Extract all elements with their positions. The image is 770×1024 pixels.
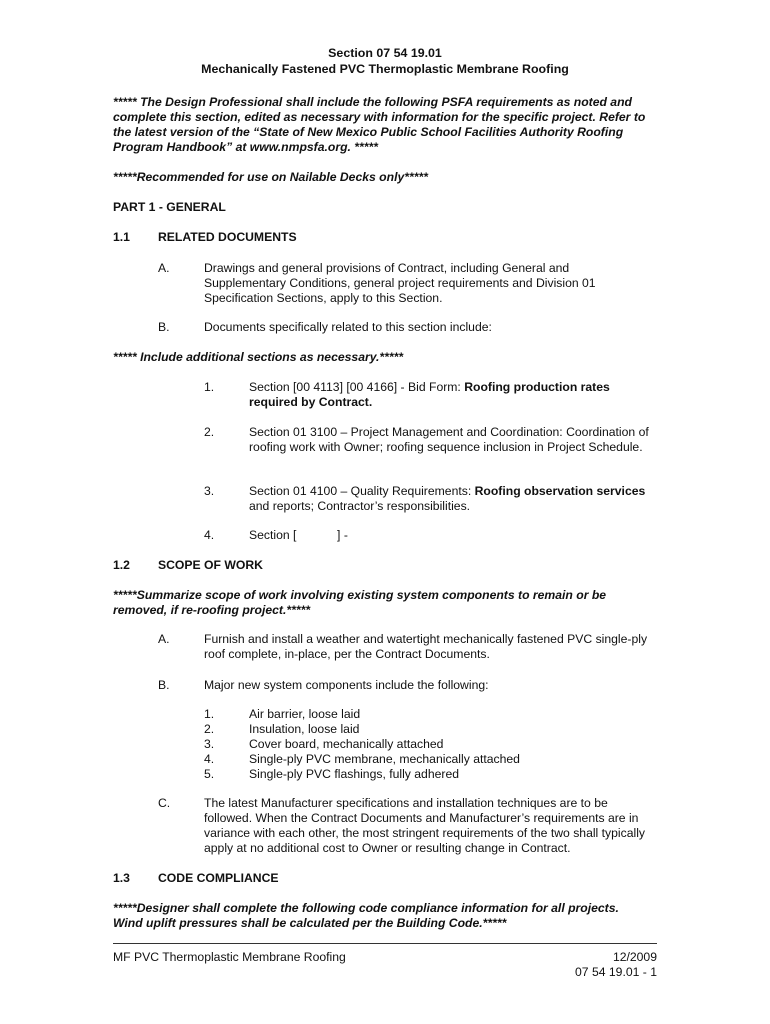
component-number: 3. (204, 737, 215, 751)
related-item-text: Section [00 4113] [00 4166] - Bid Form: Roofing production rates required by Contract. (249, 380, 610, 409)
paragraph-b-label: B. (158, 678, 170, 692)
related-item-text: Section 01 4100 – Quality Requirements: Roofing observation services and reports; Contractor’s responsibilities. (249, 484, 646, 513)
component-number: 4. (204, 752, 215, 766)
paragraph-b-label: B. (158, 320, 170, 334)
footer-right (575, 950, 657, 980)
code-compliance-note: *****Designer shall complete the following code compliance information for all projects. Wind uplift pressures shall be calculated per the Building Code.***** (113, 901, 619, 930)
related-item-text: Section 01 3100 – Project Management and Coordination: Coordination of roofing work with Owner; roofing sequence inclusion in Project Schedule. (249, 425, 649, 454)
psfa-note: ***** The Design Professional shall include the following PSFA requirements as noted and complete this section, edited as necessary with information for the specific project. Refer to the latest version of the “State of New Mexico Public School Facilities Authority Roofing Program Handbook” at www.nmpsfa.org. ***** (113, 95, 646, 154)
article-1-2-number: 1.2 (113, 558, 130, 572)
component-text: Air barrier, loose laid (249, 707, 361, 721)
additional-sections-note: ***** Include additional sections as necessary.***** (113, 350, 404, 364)
paragraph-a-label: A. (158, 632, 170, 646)
paragraph-c-label: C. (158, 796, 171, 810)
section-number: Section 07 54 19.01 (328, 46, 442, 60)
paragraph-a-label: A. (158, 261, 170, 275)
nailable-decks-note: *****Recommended for use on Nailable Decks only***** (113, 170, 428, 184)
component-number: 1. (204, 707, 215, 721)
component-text: Insulation, loose laid (249, 722, 360, 736)
paragraph-a-text: Drawings and general provisions of Contract, including General and Supplementary Conditions, general project requirements and Division 01 Specification Sections, apply to this Section. (204, 261, 596, 305)
footer-divider (113, 943, 657, 944)
related-item-number: 1. (204, 380, 215, 394)
related-item-number: 4. (204, 528, 215, 542)
section-title: Mechanically Fastened PVC Thermoplastic Membrane Roofing (201, 62, 569, 76)
paragraph-c-text: The latest Manufacturer specifications and installation techniques are to be followed. When the Contract Documents and Manufacturer’s requirements are in variance with each other, the most stringent requirements of the two shall typically apply at no additional cost to Owner or resulting change in Contract. (204, 796, 645, 855)
footer-page-number: 07 54 19.01 - 1 (575, 965, 657, 979)
related-item-number: 2. (204, 425, 215, 439)
component-text: Single-ply PVC flashings, fully adhered (249, 767, 460, 781)
article-1-3-number: 1.3 (113, 871, 130, 885)
related-item-number: 3. (204, 484, 215, 498)
article-1-1-number: 1.1 (113, 230, 130, 244)
article-1-2-title: SCOPE OF WORK (158, 558, 263, 572)
footer-title: MF PVC Thermoplastic Membrane Roofing (113, 950, 346, 964)
article-1-1-title: RELATED DOCUMENTS (158, 230, 297, 244)
component-number: 2. (204, 722, 215, 736)
component-number: 5. (204, 767, 215, 781)
part-1-heading: PART 1 - GENERAL (113, 200, 226, 214)
footer-date: 12/2009 (612, 950, 657, 964)
paragraph-a-text: Furnish and install a weather and watertight mechanically fastened PVC single-ply roof complete, in-place, per the Contract Documents. (204, 632, 648, 661)
article-1-3-title: CODE COMPLIANCE (158, 871, 279, 885)
component-text: Cover board, mechanically attached (249, 737, 444, 751)
scope-note: *****Summarize scope of work involving existing system components to remain or be removed, if re-roofing project.***** (113, 588, 607, 617)
related-item-text: Section [ ] - (249, 528, 348, 542)
component-text: Single-ply PVC membrane, mechanically attached (249, 752, 520, 766)
paragraph-b-text: Major new system components include the following: (204, 678, 489, 692)
paragraph-b-text: Documents specifically related to this section include: (204, 320, 492, 334)
